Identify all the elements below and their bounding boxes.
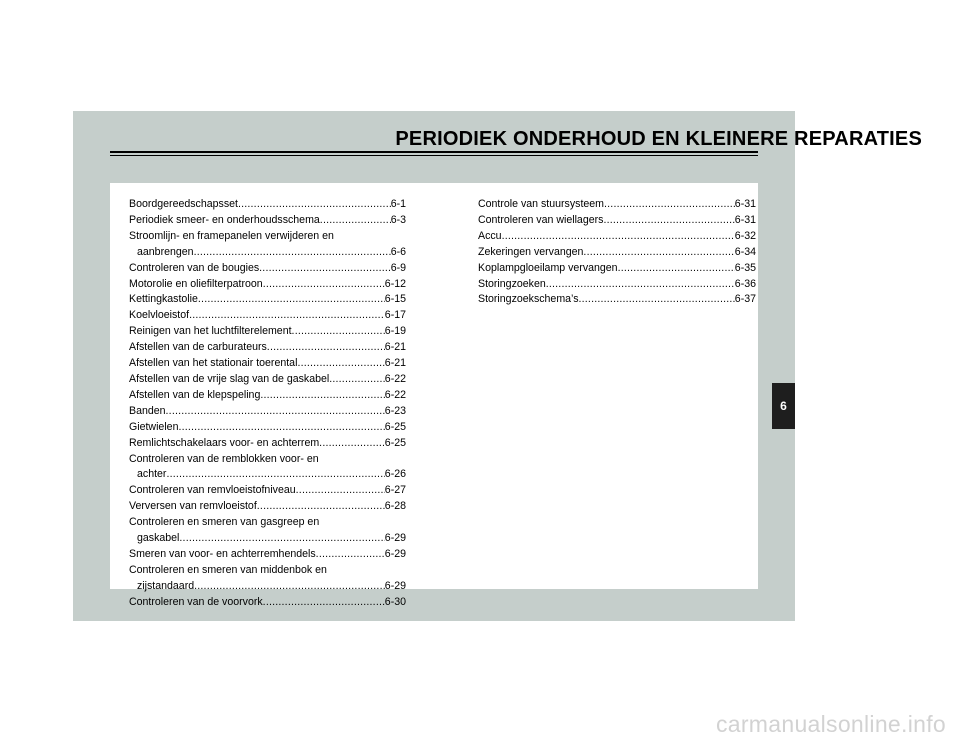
toc-entry-label: Storingzoeken xyxy=(478,277,546,290)
toc-entry-label: Controle van stuursysteem xyxy=(478,198,605,210)
toc-entry-page: 6-22 xyxy=(384,372,406,385)
toc-entry[interactable] xyxy=(129,308,406,324)
toc-entry[interactable] xyxy=(478,213,756,229)
dot-leader xyxy=(189,308,385,324)
toc-entry-label: Gietwielen xyxy=(129,420,179,433)
toc-entry-page: 6-25 xyxy=(384,436,406,449)
dot-leader xyxy=(583,245,734,261)
toc-entry-label: Controleren van remvloeistofniveau xyxy=(129,484,296,497)
dot-leader xyxy=(297,356,384,372)
toc-entry[interactable] xyxy=(129,563,406,595)
toc-entry-label: Controleren van de bougies xyxy=(129,261,260,274)
toc-entry-page: 6-25 xyxy=(384,420,406,433)
toc-entry[interactable] xyxy=(129,340,406,356)
toc-entry-page: 6-3 xyxy=(390,213,406,226)
toc-entry-label-line1: Controleren van de remblokken voor- en xyxy=(129,452,319,465)
toc-entry[interactable] xyxy=(129,483,406,499)
toc-entry[interactable] xyxy=(129,356,406,372)
toc-entry[interactable] xyxy=(129,229,406,261)
dot-leader xyxy=(604,197,735,213)
toc-box xyxy=(110,183,758,608)
toc-entry-label: zijstandaard xyxy=(137,579,195,592)
toc-entry[interactable] xyxy=(129,372,406,388)
dot-leader xyxy=(194,579,385,595)
toc-entry-page: 6-19 xyxy=(384,325,406,338)
toc-entry-page: 6-32 xyxy=(734,229,756,242)
toc-entry-page: 6-9 xyxy=(390,261,406,274)
toc-entry[interactable] xyxy=(478,245,756,261)
dot-leader xyxy=(263,595,385,611)
page-title: PERIODIEK ONDERHOUD EN KLEINERE REPARATIES xyxy=(395,128,922,150)
dot-leader xyxy=(238,197,391,213)
toc-entry[interactable] xyxy=(129,436,406,452)
dot-leader xyxy=(579,292,735,308)
toc-entry[interactable] xyxy=(129,452,406,484)
toc-entry-label: Afstellen van de vrije slag van de gaskabel xyxy=(129,372,330,385)
dot-leader xyxy=(166,467,384,483)
toc-entry[interactable] xyxy=(129,213,406,229)
toc-entry[interactable] xyxy=(129,547,406,563)
toc-entry-page: 6-22 xyxy=(384,388,406,401)
toc-right-column xyxy=(478,197,756,308)
dot-leader xyxy=(260,388,384,404)
toc-entry[interactable] xyxy=(129,420,406,436)
toc-entry-page: 6-36 xyxy=(734,277,756,290)
toc-entry[interactable] xyxy=(129,515,406,547)
toc-entry-page: 6-12 xyxy=(384,277,406,290)
toc-entry-page: 6-6 xyxy=(390,245,406,258)
toc-entry-page: 6-29 xyxy=(384,579,406,592)
toc-entry-page: 6-29 xyxy=(384,547,406,560)
toc-entry-label-line1: Controleren en smeren van middenbok en xyxy=(129,563,327,576)
watermark: carmanualsonline.info xyxy=(715,711,946,737)
dot-leader xyxy=(292,324,385,340)
dot-leader xyxy=(178,420,384,436)
toc-entry[interactable] xyxy=(129,197,406,213)
toc-entry-page: 6-21 xyxy=(384,341,406,354)
dot-leader xyxy=(320,213,391,229)
toc-entry-label: achter xyxy=(137,468,167,481)
toc-entry-label: Verversen van remvloeistof xyxy=(129,500,257,513)
toc-entry-label: Kettingkastolie xyxy=(129,293,198,306)
toc-entry[interactable] xyxy=(478,229,756,245)
toc-entry-label-line1: Controleren en smeren van gasgreep en xyxy=(129,516,320,529)
toc-entry-label: Koplampgloeilamp vervangen xyxy=(478,261,618,274)
toc-entry[interactable] xyxy=(129,404,406,420)
toc-entry-label: Reinigen van het luchtfilterelement xyxy=(129,325,292,338)
toc-entry-label: Afstellen van de carburateurs xyxy=(129,341,267,354)
dot-leader xyxy=(546,277,735,293)
toc-entry-label: Storingzoekschema’s xyxy=(478,293,579,306)
toc-entry[interactable] xyxy=(478,277,756,293)
toc-entry[interactable] xyxy=(129,261,406,277)
toc-entry-page: 6-28 xyxy=(384,500,406,513)
toc-entry[interactable] xyxy=(478,261,756,277)
dot-leader xyxy=(319,436,385,452)
dot-leader xyxy=(166,404,385,420)
toc-entry-label: Afstellen van het stationair toerental xyxy=(129,357,298,370)
toc-entry-label: Motorolie en oliefilterpatroon xyxy=(129,277,263,290)
title-rule-thick xyxy=(110,151,758,153)
toc-entry[interactable] xyxy=(129,277,406,293)
dot-leader xyxy=(259,261,391,277)
toc-entry[interactable] xyxy=(129,499,406,515)
toc-entry-label: gaskabel xyxy=(137,532,180,545)
dot-leader xyxy=(179,531,384,547)
toc-entry-label: Controleren van wiellagers xyxy=(478,213,604,226)
toc-left-column xyxy=(129,197,406,611)
toc-entry-page: 6-26 xyxy=(384,468,406,481)
toc-entry[interactable] xyxy=(129,292,406,308)
toc-entry-label: Periodiek smeer- en onderhoudsschema xyxy=(129,213,320,226)
toc-entry-label: Koelvloeistof xyxy=(129,309,190,322)
toc-entry-page: 6-35 xyxy=(734,261,756,274)
toc-entry[interactable] xyxy=(129,388,406,404)
toc-entry-page: 6-30 xyxy=(384,595,406,608)
toc-entry-label-line1: Stroomlijn- en framepanelen verwijderen en xyxy=(129,229,334,242)
toc-entry-page: 6-31 xyxy=(734,198,756,210)
toc-entry-label: Controleren van de voorvork xyxy=(129,595,263,608)
toc-entry-label: Zekeringen vervangen xyxy=(478,245,584,258)
dot-leader xyxy=(267,340,385,356)
dot-leader xyxy=(502,229,735,245)
toc-entry-page: 6-21 xyxy=(384,357,406,370)
title-rule-thin xyxy=(110,155,758,156)
toc-entry-page: 6-27 xyxy=(384,484,406,497)
dot-leader xyxy=(296,483,385,499)
toc-entry-label: Afstellen van de klepspeling xyxy=(129,388,261,401)
toc-entry-page: 6-37 xyxy=(734,293,756,306)
toc-entry-page: 6-15 xyxy=(384,293,406,306)
toc-entry-page: 6-1 xyxy=(390,198,406,210)
toc-entry[interactable] xyxy=(478,292,756,308)
toc-entry-page: 6-31 xyxy=(734,213,756,226)
toc-entry-label: Accu xyxy=(478,229,502,242)
toc-entry-page: 6-34 xyxy=(734,245,756,258)
toc-entry-label: Smeren van voor- en achterremhendels xyxy=(129,547,316,560)
dot-leader xyxy=(198,292,385,308)
toc-entry-label: Remlichtschakelaars voor- en achterrem xyxy=(129,436,320,449)
dot-leader xyxy=(257,499,385,515)
dot-leader xyxy=(329,372,385,388)
toc-entry-label: Banden xyxy=(129,404,166,417)
toc-entry[interactable] xyxy=(129,324,406,340)
dot-leader xyxy=(618,261,735,277)
toc-entry-page: 6-29 xyxy=(384,532,406,545)
dot-leader xyxy=(263,277,385,293)
dot-leader xyxy=(316,547,385,563)
dot-leader xyxy=(603,213,734,229)
toc-entry-label: Boordgereedschapsset xyxy=(129,198,238,210)
toc-entry[interactable] xyxy=(478,197,756,213)
toc-entry[interactable] xyxy=(129,595,406,611)
toc-entry-page: 6-23 xyxy=(384,404,406,417)
toc-entry-label: aanbrengen xyxy=(137,245,194,258)
dot-leader xyxy=(194,245,391,261)
chapter-tab[interactable]: 6 xyxy=(772,383,795,429)
toc-entry-page: 6-17 xyxy=(384,309,406,322)
